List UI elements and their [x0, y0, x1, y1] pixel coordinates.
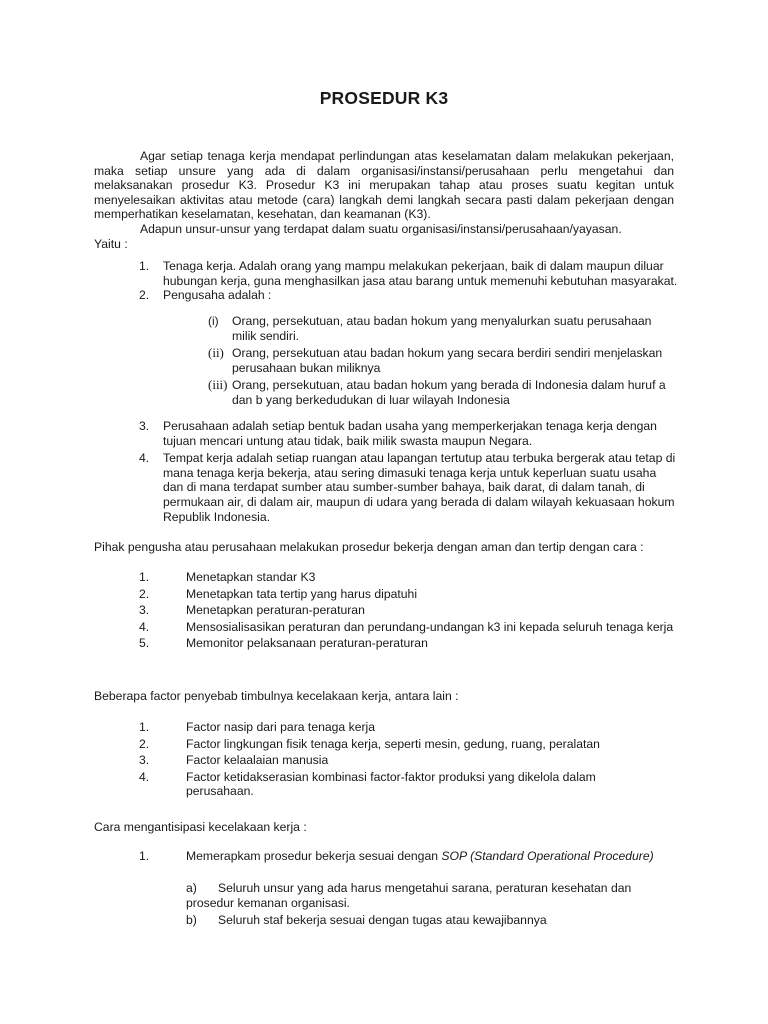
list-number: (ii) — [208, 345, 224, 360]
list-number: 1. — [139, 849, 150, 863]
list-number: (i) — [208, 314, 219, 328]
list-number: (iii) — [208, 377, 228, 392]
list-text: Factor ketidakserasian kombinasi factor-faktor produksi yang dikelola dalam perusahaan. — [186, 769, 596, 799]
antisipasi-intro: Cara mengantisipasi kecelakaan kerja : — [94, 820, 307, 834]
intro-paragraph: Agar setiap tenaga kerja mendapat perlindungan atas keselamatan dalam melakukan pekerjaan, maka setiap unsure yang ada di dalam organisasi/instansi/perusahaan perlu mengetahui dan melaksanakan prosedur K3. Prosedur K3 ini merupakan tahap atau proses suatu kegitan untuk menyelesaikan aktivitas atau metode (cara) langkah demi langkah secara pasti dalam pekerjaan dengan memperhatikan keselamatan, kesehatan, dan keamanan (K3). — [94, 149, 674, 222]
list-item — [139, 737, 659, 752]
antisipasi-list — [139, 849, 659, 864]
list-item — [139, 451, 679, 524]
list-text: Mensosialisasikan peraturan dan perundang-undangan k3 ini kepada seluruh tenaga kerja — [186, 619, 674, 634]
unsur-list — [139, 259, 699, 303]
page-title: PROSEDUR K3 — [319, 88, 449, 108]
list-number: 1. — [139, 720, 150, 734]
list-number: 3. — [139, 419, 150, 433]
list-text: Orang, persekutuan, atau badan hokum yang berada di Indonesia dalam huruf a dan b yang berkedudukan di luar wilayah Indonesia — [232, 378, 666, 407]
list-text: Pengusaha adalah : — [163, 288, 272, 303]
faktor-intro: Beberapa factor penyebab timbulnya kecelakaan kerja, antara lain : — [94, 689, 459, 703]
list-item — [208, 378, 668, 408]
list-number: 1. — [139, 259, 150, 273]
list-number: 4. — [139, 619, 150, 634]
list-item — [186, 881, 666, 910]
sop-term: SOP (Standard Operational Procedure) — [441, 849, 654, 863]
list-number: 3. — [139, 753, 150, 768]
list-text: Menetapkan peraturan-peraturan — [186, 603, 365, 618]
list-item — [139, 753, 659, 768]
list-number: 2. — [139, 736, 150, 751]
list-item — [139, 849, 659, 864]
list-number: 5. — [139, 636, 150, 651]
list-number: 4. — [139, 769, 150, 784]
list-number: 1. — [139, 570, 150, 584]
list-number: b) — [186, 913, 197, 928]
faktor-list — [139, 720, 659, 799]
list-item — [186, 913, 666, 928]
list-text: Tempat kerja adalah setiap ruangan atau lapangan tertutup atau terbuka bergerak atau tetap di mana tenaga kerja bekerja, atau sering dimasuki tenaga kerja untuk keperluan suatu usaha dan di mana terdapat sumber atau sumber-sumber bahaya, baik darat, di dalam tanah, di permukaan air, di dalam air, maupun di udara yang berada di dalam wilayah kekuasaan hokum Republik Indonesia. — [163, 451, 676, 524]
list-text: Orang, persekutuan atau badan hokum yang secara berdiri sendiri menjelaskan perusahaan bukan miliknya — [232, 346, 663, 375]
list-item — [139, 620, 679, 635]
list-text: Memonitor pelaksanaan peraturan-peraturan — [186, 636, 428, 651]
list-number: 2. — [139, 288, 150, 303]
intro-section — [94, 149, 674, 251]
list-item — [208, 346, 668, 376]
list-text: Orang, persekutuan, atau badan hokum yang menyalurkan suatu perusahaan milik sendiri. — [232, 314, 652, 343]
list-item — [208, 314, 668, 344]
list-item — [139, 288, 699, 303]
list-text: Seluruh unsur yang ada harus mengetahui sarana, peraturan kesehatan dan prosedur kemanan organisasi. — [186, 881, 632, 910]
cara-list — [139, 570, 679, 651]
list-item — [139, 587, 679, 602]
intro-yaitu: Yaitu : — [94, 236, 128, 251]
list-text: Factor kelaalaian manusia — [186, 753, 329, 768]
list-number: a) — [186, 881, 197, 895]
list-text: Perusahaan adalah setiap bentuk badan usaha yang memperkerjakan tenaga kerja dengan tujuan mencari untung atau tidak, baik milik swasta maupun Negara. — [163, 419, 657, 448]
antisipasi-sublist — [186, 881, 666, 928]
list-text: Factor nasip dari para tenaga kerja — [186, 720, 376, 734]
list-text: Menetapkan standar K3 — [186, 570, 316, 584]
list-text: Tenaga kerja. Adalah orang yang mampu melakukan pekerjaan, baik di dalam maupun diluar hubungan kerja, guna menghasilkan jasa atau barang untuk memenuhi kebutuhan masyarakat. — [163, 259, 678, 288]
list-item — [139, 636, 679, 651]
list-item — [139, 720, 659, 735]
list-text: Factor lingkungan fisik tenaga kerja, seperti mesin, gedung, ruang, peralatan — [186, 736, 600, 751]
list-item — [139, 419, 679, 448]
list-item — [139, 259, 699, 288]
list-item — [139, 770, 659, 799]
list-text: Menetapkan tata tertip yang harus dipatuhi — [186, 586, 418, 601]
unsur-list-continued — [139, 419, 679, 524]
list-item — [139, 570, 679, 585]
list-text: Seluruh staf bekerja sesuai dengan tugas atau kewajibannya — [218, 913, 547, 928]
list-text — [186, 849, 659, 864]
list-text-plain: Memerapkam prosedur bekerja sesuai dengan — [186, 849, 442, 863]
cara-intro: Pihak pengusha atau perusahaan melakukan prosedur bekerja dengan aman dan tertip dengan cara : — [94, 540, 644, 554]
intro-unsur-sentence: Adapun unsur-unsur yang terdapat dalam suatu organisasi/instansi/perusahaan/yayasan. — [140, 221, 622, 236]
list-number: 4. — [139, 451, 150, 466]
pengusaha-sublist — [208, 314, 668, 408]
list-number: 2. — [139, 586, 150, 601]
list-number: 3. — [139, 603, 150, 618]
list-item — [139, 603, 679, 618]
